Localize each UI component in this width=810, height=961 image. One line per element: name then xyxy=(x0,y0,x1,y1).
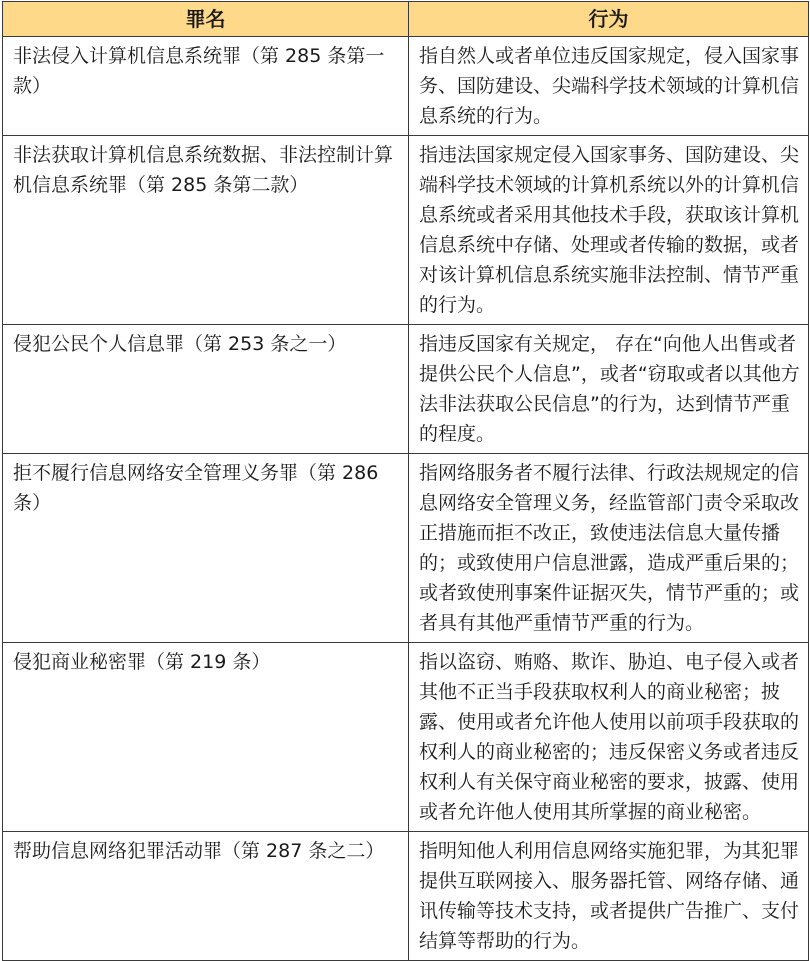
behavior-cell: 指违反国家有关规定， 存在“向他人出售或者提供公民个人信息”，或者“窃取或者以其他方法非法获取公民信息”的行为，达到情节严重的程度。 xyxy=(409,325,809,454)
table-row xyxy=(3,37,809,136)
table-row xyxy=(3,454,809,643)
header-crime-name: 罪名 xyxy=(3,2,409,37)
behavior-cell: 指明知他人利用信息网络实施犯罪，为其犯罪提供互联网接入、服务器托管、网络存储、通讯传输等技术支持，或者提供广告推广、支付结算等帮助的行为。 xyxy=(409,832,809,961)
crime-name-cell: 非法获取计算机信息系统数据、非法控制计算机信息系统罪（第 285 条第二款） xyxy=(3,136,409,325)
crime-name-cell: 拒不履行信息网络安全管理义务罪（第 286 条） xyxy=(3,454,409,643)
table-row xyxy=(3,325,809,454)
behavior-cell: 指自然人或者单位违反国家规定，侵入国家事务、国防建设、尖端科学技术领域的计算机信息系统的行为。 xyxy=(409,37,809,136)
crime-name-cell: 帮助信息网络犯罪活动罪（第 287 条之二） xyxy=(3,832,409,961)
crime-name-cell: 侵犯公民个人信息罪（第 253 条之一） xyxy=(3,325,409,454)
crime-table xyxy=(2,1,809,961)
table-row xyxy=(3,643,809,832)
behavior-cell: 指网络服务者不履行法律、行政法规规定的信息网络安全管理义务，经监管部门责令采取改正措施而拒不改正，致使违法信息大量传播的；或致使用户信息泄露，造成严重后果的；或者致使刑事案件证据灭失，情节严重的；或者具有其他严重情节严重的行为。 xyxy=(409,454,809,643)
table-row xyxy=(3,136,809,325)
header-row xyxy=(3,2,809,37)
crime-name-cell: 侵犯商业秘密罪（第 219 条） xyxy=(3,643,409,832)
crime-name-cell: 非法侵入计算机信息系统罪（第 285 条第一款） xyxy=(3,37,409,136)
behavior-cell: 指以盗窃、贿赂、欺诈、胁迫、电子侵入或者其他不正当手段获取权利人的商业秘密；披露、使用或者允许他人使用以前项手段获取的权利人的商业秘密的；违反保密义务或者违反权利人有关保守商业秘密的要求，披露、使用或者允许他人使用其所掌握的商业秘密。 xyxy=(409,643,809,832)
behavior-cell: 指违法国家规定侵入国家事务、国防建设、尖端科学技术领域的计算机系统以外的计算机信息系统或者采用其他技术手段，获取该计算机信息系统中存储、处理或者传输的数据，或者对该计算机信息系统实施非法控制、情节严重的行为。 xyxy=(409,136,809,325)
header-behavior: 行为 xyxy=(409,2,809,37)
table-row xyxy=(3,832,809,961)
